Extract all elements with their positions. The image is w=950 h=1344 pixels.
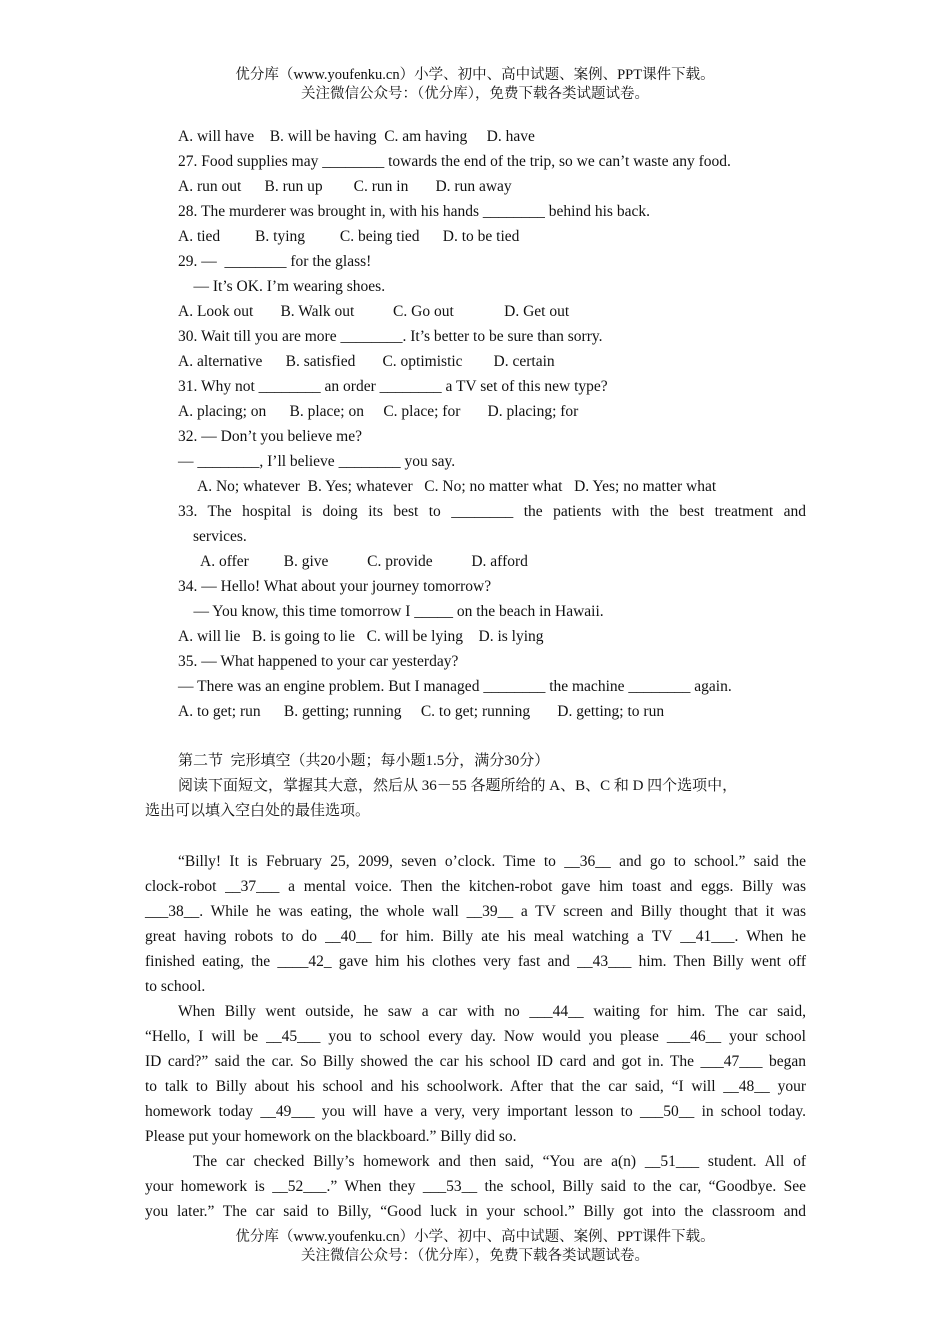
page-header: [0, 66, 950, 104]
instruction-line-2: 选出可以填入空白处的最佳选项。: [145, 803, 371, 819]
q33-options: A. offer B. give C. provide D. afford: [200, 553, 528, 570]
q26-options: A. will have B. will be having C. am having D. have: [178, 128, 535, 145]
page-footer: [0, 1228, 950, 1266]
text-line: to school.: [145, 978, 206, 995]
q33-stem: 33. The hospital is doing its best to ________ the patients with the best treatment and: [178, 503, 806, 520]
text-line: When Billy went outside, he saw a car with no ___44__ waiting for him. The car said,: [178, 1003, 806, 1020]
text-line: clock-robot __37___ a mental voice. Then the kitchen-robot gave him toast and eggs. Billy was: [145, 878, 806, 895]
instruction-line-1: 阅读下面短文，掌握其大意，然后从 36－55 各题所给的 A、B、C 和 D 四个选项中，: [178, 778, 738, 794]
q29-reply: — It’s OK. I’m wearing shoes.: [178, 278, 386, 295]
q29-options: A. Look out B. Walk out C. Go out D. Get out: [178, 303, 570, 320]
q27-stem: 27. Food supplies may ________ towards the end of the trip, so we can’t waste any food.: [178, 153, 731, 170]
q34-stem: 34. — Hello! What about your journey tomorrow?: [178, 578, 492, 595]
q31-options: A. placing; on B. place; on C. place; for D. placing; for: [178, 403, 579, 420]
footer-line-2: 关注微信公众号：（优分库），免费下载各类试题试卷。: [301, 1248, 649, 1264]
q29-stem: 29. — ________ for the glass!: [178, 253, 372, 270]
q30-stem: 30. Wait till you are more ________. It’s better to be sure than sorry.: [178, 328, 603, 345]
q32-stem: 32. — Don’t you believe me?: [178, 428, 362, 445]
text-line: “Billy! It is February 25, 2099, seven o’clock. Time to __36__ and go to school.” said the: [178, 853, 806, 870]
exam-content: [145, 124, 806, 1224]
q35-stem: 35. — What happened to your car yesterday?: [178, 653, 459, 670]
q28-options: A. tied B. tying C. being tied D. to be tied: [178, 228, 520, 245]
section-title: 第二节 完形填空（共20小题；每小题1.5分，满分30分）: [178, 753, 550, 769]
q27-options: A. run out B. run up C. run in D. run away: [178, 178, 512, 195]
q28-stem: 28. The murderer was brought in, with his hands ________ behind his back.: [178, 203, 650, 220]
text-line: finished eating, the ____42_ gave him his clothes very fast and __43___ him. Then Billy went off: [145, 953, 806, 970]
paragraph-2: [145, 999, 806, 1149]
text-line: to talk to Billy about his school and his schoolwork. After that the car said, “I will __48__ your: [145, 1078, 806, 1095]
q33-stem-cont: services.: [193, 528, 247, 545]
q32-options: A. No; whatever B. Yes; whatever C. No; no matter what D. Yes; no matter what: [197, 478, 717, 495]
paragraph-3: [145, 1149, 806, 1224]
footer-line-1: 优分库（www.youfenku.cn）小学、初中、高中试题、案例、PPT课件下载。: [235, 1229, 715, 1245]
text-line: ___38__. While he was eating, the whole wall __39__ a TV screen and Billy thought that it was: [145, 903, 806, 920]
text-line: “Hello, I will be __45___ you to school every day. Now would you please ___46__ your school: [145, 1028, 806, 1045]
text-line: Please put your homework on the blackboard.” Billy did so.: [145, 1128, 517, 1145]
text-line: The car checked Billy’s homework and then said, “You are a(n) __51___ student. All of: [193, 1153, 806, 1170]
text-line: you later.” The car said to Billy, “Good luck in your school.” Billy got into the classroom and: [145, 1203, 806, 1220]
text-line: great having robots to do __40__ for him. Billy ate his meal watching a TV __41___. When he: [145, 928, 806, 945]
header-line-2: 关注微信公众号：（优分库），免费下载各类试题试卷。: [301, 86, 649, 102]
q31-stem: 31. Why not ________ an order ________ a TV set of this new type?: [178, 378, 608, 395]
paragraph-1: [145, 849, 806, 999]
q32-reply: — ________, I’ll believe ________ you say.: [178, 453, 456, 470]
q35-options: A. to get; run B. getting; running C. to get; running D. getting; to run: [178, 703, 665, 720]
text-line: ID card?” said the car. So Billy showed the car his school ID card and got in. The ___47___ began: [145, 1053, 806, 1070]
header-line-1: 优分库（www.youfenku.cn）小学、初中、高中试题、案例、PPT课件下载。: [235, 67, 715, 83]
text-line: your homework is __52___.” When they ___53__ the school, Billy said to the car, “Goodbye. See: [145, 1178, 806, 1195]
q34-options: A. will lie B. is going to lie C. will be lying D. is lying: [178, 628, 544, 645]
q35-reply: — There was an engine problem. But I managed ________ the machine ________ again.: [178, 678, 732, 695]
q30-options: A. alternative B. satisfied C. optimistic D. certain: [178, 353, 555, 370]
q34-reply: — You know, this time tomorrow I _____ on the beach in Hawaii.: [178, 603, 604, 620]
text-line: homework today __49___ you will have a very, very important lesson to ___50__ in school today.: [145, 1103, 806, 1120]
